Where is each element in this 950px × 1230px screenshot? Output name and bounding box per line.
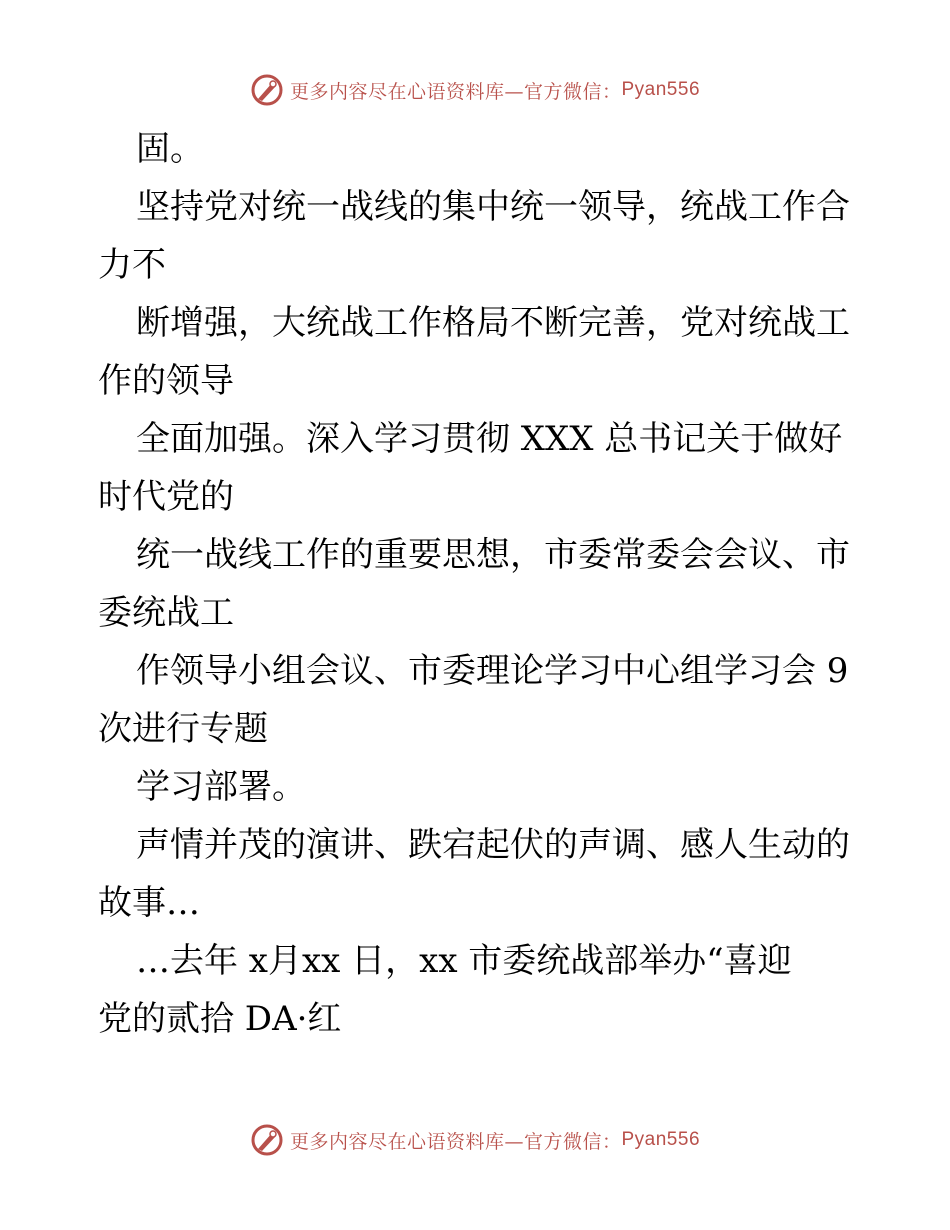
- text-line: 次进行专题: [98, 709, 268, 749]
- footer-banner: [0, 1122, 950, 1158]
- text-line: 力不: [98, 245, 166, 285]
- text-line: …去年 x月xx 日，xx 市委统战部举办“喜迎: [136, 941, 792, 981]
- pen-logo-icon: [250, 1123, 284, 1157]
- text-line: 统一战线工作的重要思想，市委常委会会议、市: [136, 535, 850, 575]
- header-text: 更多内容尽在心语资料库—官方微信：: [289, 80, 622, 103]
- footer-text: 更多内容尽在心语资料库—官方微信：: [289, 1130, 622, 1153]
- text-line: 学习部署。: [136, 767, 306, 807]
- text-line: 作的领导: [98, 361, 234, 401]
- text-line: 时代党的: [98, 477, 234, 517]
- text-line: 作领导小组会议、市委理论学习中心组学习会 9: [136, 651, 849, 691]
- pen-logo-icon: [250, 73, 284, 107]
- header-wechat-id: Pyan556: [621, 79, 701, 100]
- text-line: 委统战工: [98, 593, 234, 633]
- text-line: 声情并茂的演讲、跌宕起伏的声调、感人生动的: [136, 825, 850, 865]
- footer-wechat-id: Pyan556: [621, 1129, 701, 1150]
- text-line: 全面加强。深入学习贯彻 XXX 总书记关于做好: [136, 419, 843, 459]
- text-line: 坚持党对统一战线的集中统一领导，统战工作合: [136, 187, 850, 227]
- text-line: 断增强，大统战工作格局不断完善，党对统战工: [136, 303, 850, 343]
- text-line: 故事…: [98, 883, 200, 923]
- text-line: 固。: [136, 129, 204, 169]
- header-banner: [0, 72, 950, 108]
- document-body: [98, 120, 858, 1048]
- text-line: 党的贰拾 DA·红: [98, 999, 342, 1039]
